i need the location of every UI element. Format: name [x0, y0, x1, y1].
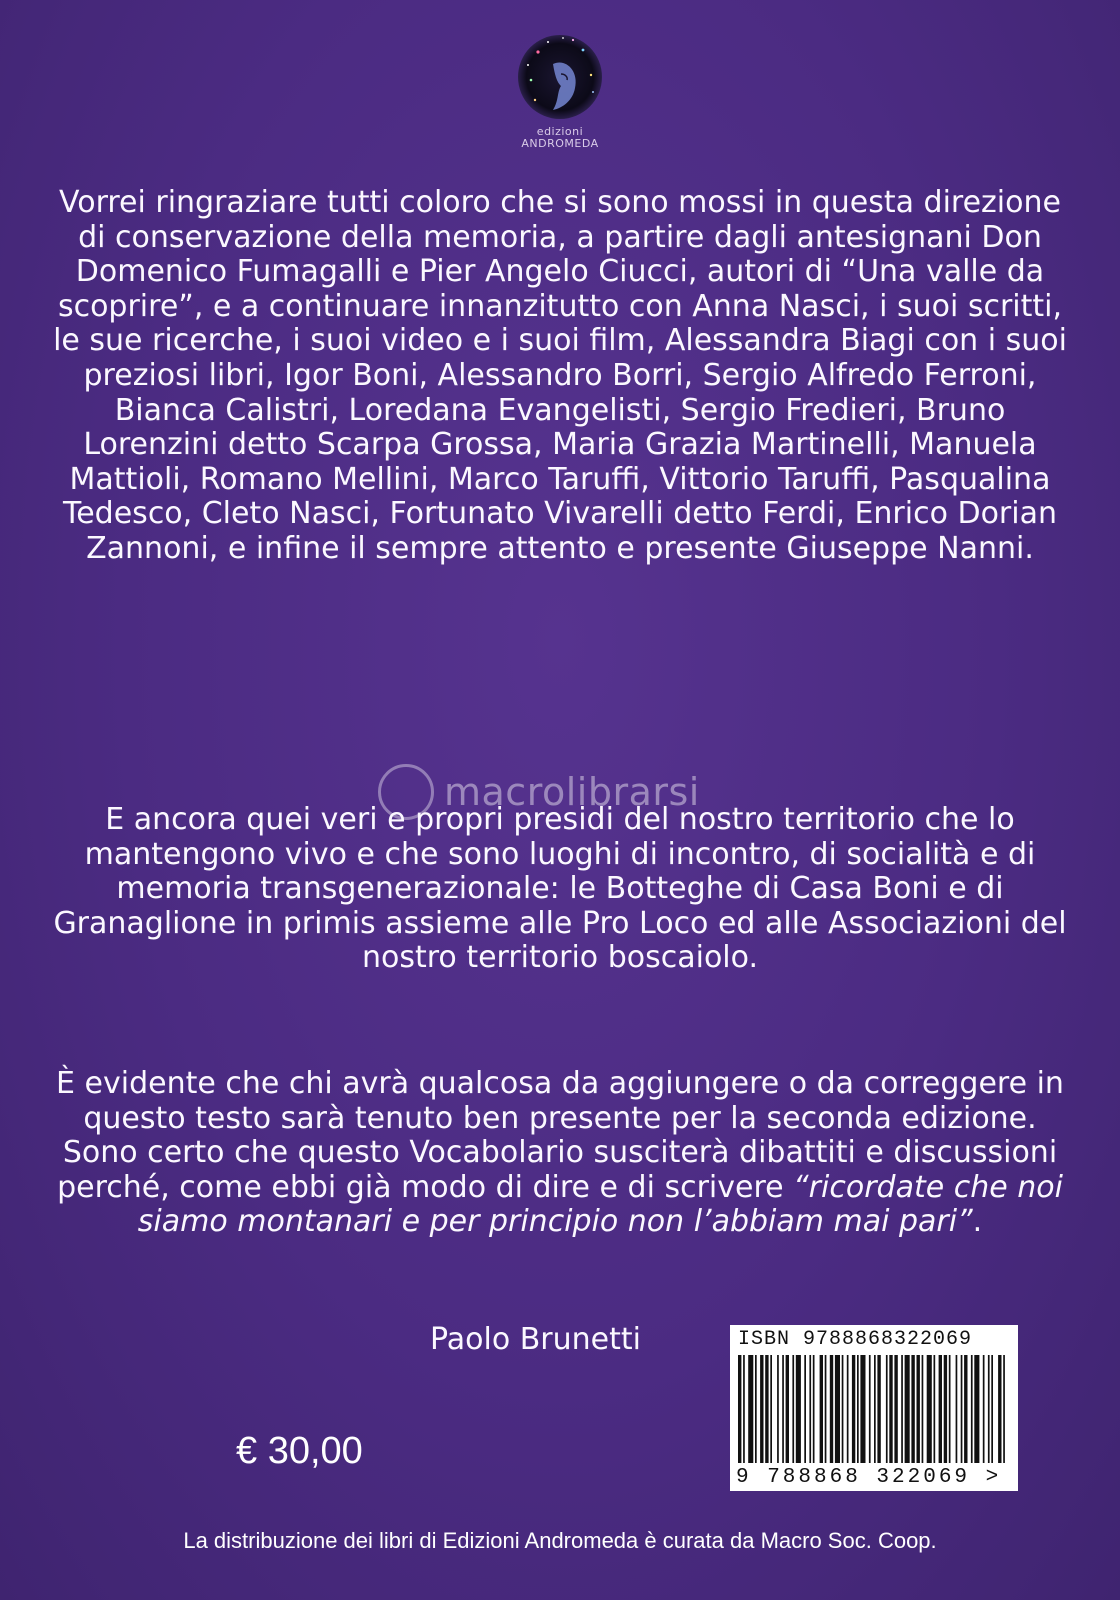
watermark-text: macrolibrarsi — [444, 770, 700, 814]
price: € 30,00 — [236, 1430, 363, 1472]
paragraph-closing — [52, 1067, 1068, 1240]
paragraph-territory: E ancora quei veri e propri presidi del nostro territorio che lo mantengono vivo e che sono luoghi di incontro, di socialità e di memoria transgenerazionale: le Botteghe di Casa Boni e di Granaglione in primis assieme alle Pro Loco ed alle Associazioni del nostro territorio boscaiolo. — [53, 802, 1067, 976]
logo-line1: edizioni — [536, 125, 584, 138]
closing-quote: “ricordate che noi siamo montanari e per principio non l’abbiam mai pari” — [137, 1169, 1063, 1240]
closing-text: È evidente che chi avrà qualcosa da aggiungere o da correggere in questo testo sarà tenuto ben presente per la seconda edizione. Sono certo che questo Vocabolario susciterà dibattiti e discussioni perché, come ebbi già modo di dire e di scrivere — [56, 1066, 1064, 1205]
isbn-text: ISBN 9788868322069 — [738, 1328, 973, 1351]
publisher-logo — [0, 30, 1120, 150]
author-name: Paolo Brunetti — [430, 1322, 641, 1357]
woman-face-galaxy-icon — [513, 30, 607, 124]
barcode-bars — [738, 1355, 1010, 1463]
logo-line2: ANDROMEDA — [521, 137, 599, 150]
barcode-number: 9 788868 322069 > — [736, 1466, 1002, 1489]
closing-end: . — [972, 1204, 983, 1240]
distribution-note: La distribuzione dei libri di Edizioni Andromeda è curata da Macro Soc. Coop. — [183, 1528, 937, 1553]
isbn-barcode — [730, 1325, 1018, 1491]
paragraph-acknowledgements: Vorrei ringraziare tutti coloro che si sono mossi in questa direzione di conservazione della memoria, a partire dagli antesignani Don Domenico Fumagalli e Pier Angelo Ciucci, autori di “Una valle da scoprire”, e a continuare innanzitutto con Anna Nasci, i suoi scritti, le sue ricerche, i suoi video e i suoi film, Alessandra Biagi con i suoi preziosi libri, Igor Boni, Alessandro Borri, Sergio Alfredo Ferroni, Bianca Calistri, Loredana Evangelisti, Sergio Fredieri, Bruno Lorenzini detto Scarpa Grossa, Maria Grazia Martinelli, Manuela Mattioli, Romano Mellini, Marco Taruffi, Vittorio Taruffi, Pasqualina Tedesco, Cleto Nasci, Fortunato Vivarelli detto Ferdi, Enrico Dorian Zannoni, e infine il sempre attento e presente Giuseppe Nanni. — [53, 185, 1067, 566]
